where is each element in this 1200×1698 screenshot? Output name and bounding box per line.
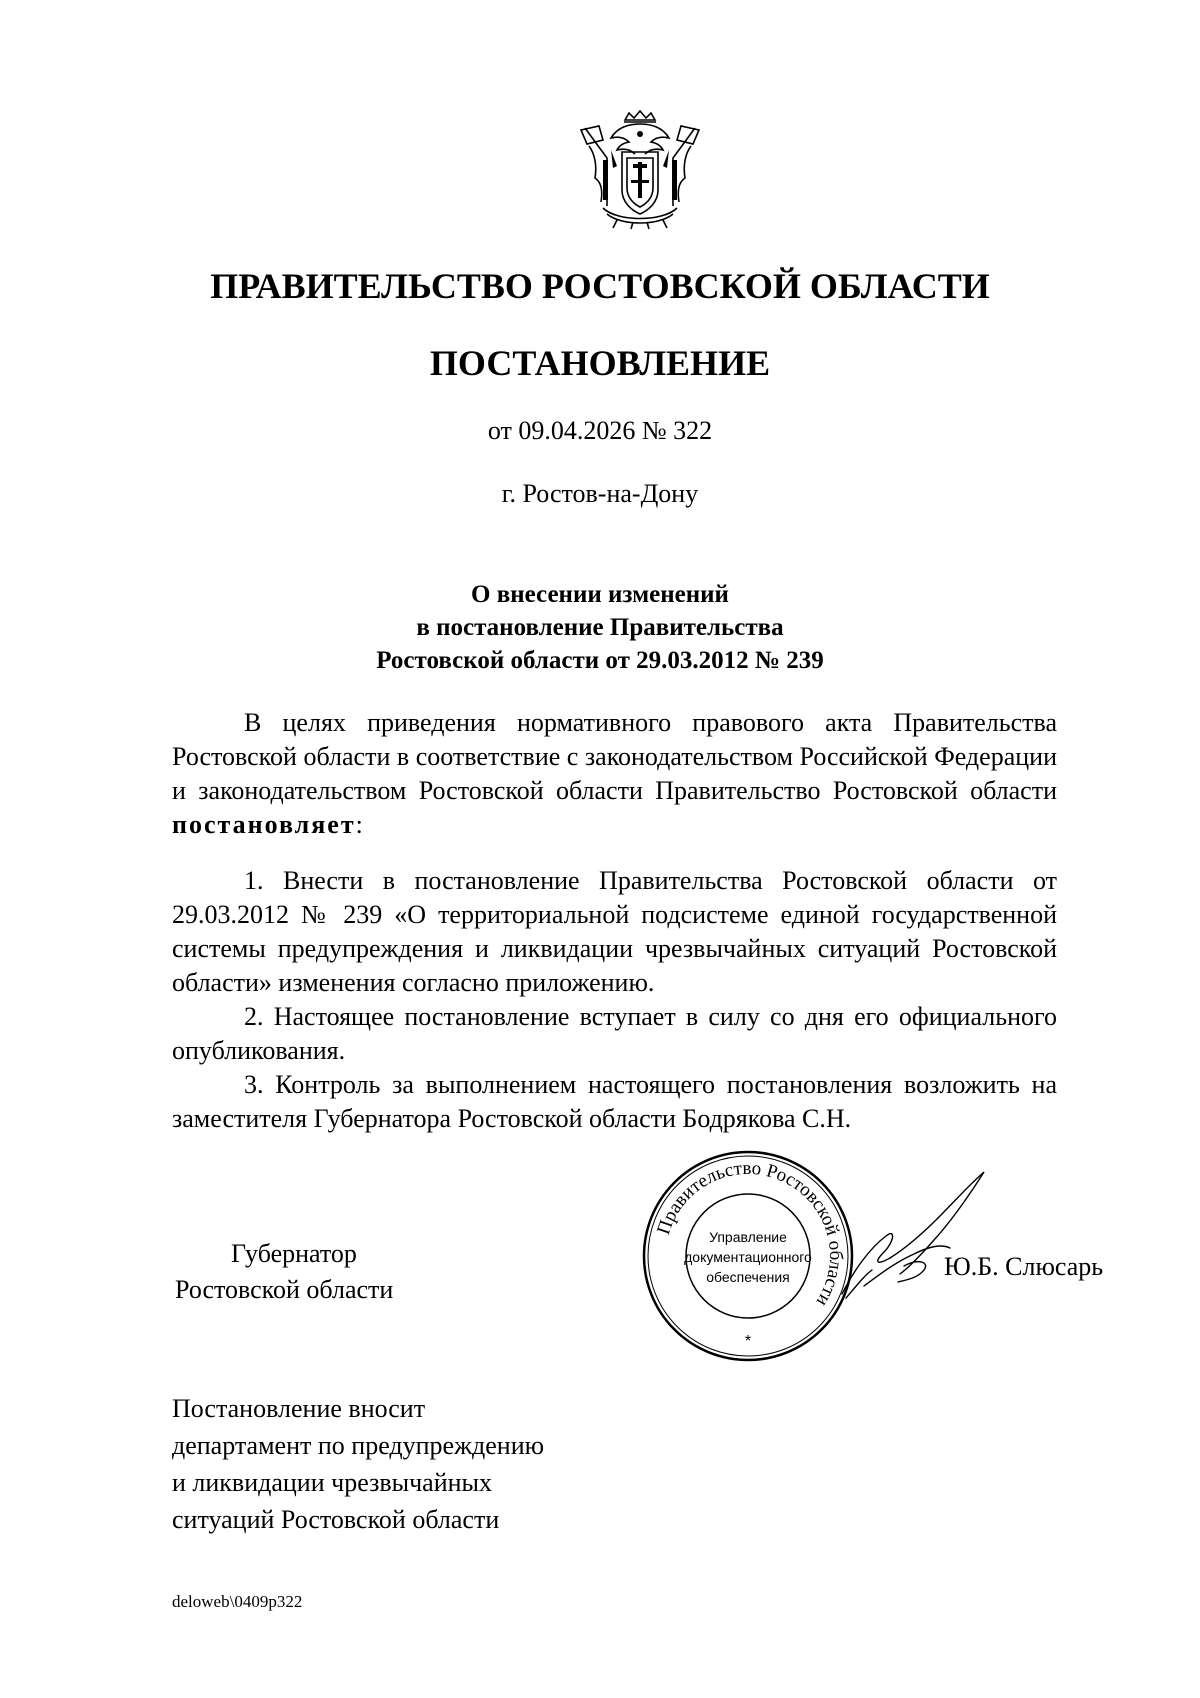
stamp-center-line: Управление [709,1229,787,1245]
clause-paragraph [172,1000,1057,1068]
signer-name: Ю.Б. Слюсарь [944,1252,1104,1281]
preamble-colon: : [355,810,363,839]
clause-text: 3. Контроль за выполнением настоящего постановления возложить на заместителя Губернатора Ростовской области Бодрякова С.Н. [172,1070,1057,1133]
handwritten-signature [834,1166,1010,1306]
clause-text: 2. Настоящее постановление вступает в силу со дня его официального опубликования. [172,1002,1057,1065]
preamble-paragraph [172,706,1057,842]
stamp-center-line: обеспечения [706,1269,790,1285]
submitted-by-line: департамент по предупреждению [172,1431,545,1460]
submitted-by-line: Постановление вносит [172,1394,426,1423]
preamble-text: В целях приведения нормативного правового акта Правительства Ростовской области в соответствие с законодательством Российской Федерации и законодательством Ростовской области Правительство Ростовской области [172,708,1057,805]
official-stamp [640,1148,856,1364]
position-line: Ростовской области [175,1275,394,1304]
file-reference: deloweb\0409p322 [172,1592,303,1611]
document-date-number: от 09.04.2026 № 322 [487,416,713,445]
submitted-by-block [172,1390,544,1538]
subject-line: О внесении изменений [471,581,729,608]
document-city: г. Ростов-на-Дону [501,479,699,508]
document-subject [0,578,1200,677]
clause-paragraph [172,1068,1057,1136]
subject-line: Ростовской области от 29.03.2012 № 239 [376,647,824,674]
clause-paragraph [172,864,1057,1000]
signatory-position [175,1236,393,1308]
stamp-star: * [744,1333,752,1350]
resolves-keyword: постановляет [172,810,356,839]
document-type: ПОСТАНОВЛЕНИЕ [429,343,771,383]
coat-of-arms-emblem [567,110,713,230]
stamp-ring-text: Правительство Ростовской области [653,1157,847,1311]
clause-text: 1. Внести в постановление Правительства Ростовской области от 29.03.2012 № 239 «О территориальной подсистеме единой государственной системы предупреждения и ликвидации чрезвычайных ситуаций Ростовской области» изменения согласно приложению. [172,866,1057,997]
submitted-by-line: ситуаций Ростовской области [172,1505,500,1534]
submitted-by-line: и ликвидации чрезвычайных [172,1468,492,1497]
organization-title: ПРАВИТЕЛЬСТВО РОСТОВСКОЙ ОБЛАСТИ [210,266,990,306]
stamp-center-line: документационного [684,1249,812,1265]
position-line: Губернатор [231,1239,357,1268]
subject-line: в постановление Правительства [416,614,784,641]
